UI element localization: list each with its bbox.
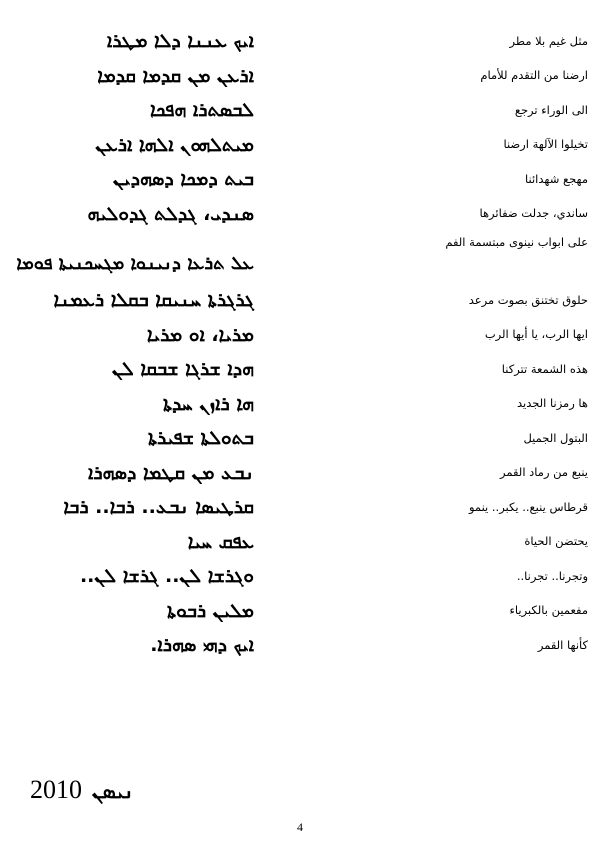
arabic-verse: تخيلوا الآلهة ارضنا [503, 137, 588, 152]
syriac-verse: ܒܝܬ ܕܡܟܐ ܕܣܗܕܝܢ [113, 168, 254, 191]
verse-row [0, 283, 600, 318]
arabic-verse: ايها الرب، يا أيها الرب [484, 327, 588, 342]
arabic-verse: قرطاس ينبع.. يكبر.. ينمو [468, 499, 588, 514]
arabic-verse: ساندي، جدلت ضفائرها [479, 206, 588, 221]
verse-row [0, 421, 600, 456]
syriac-verse: ܐܝܟ ܕܗܝ ܣܗܪܐ. [150, 634, 254, 657]
syriac-verse: ܡܠܝܢ ܪܒܘܬܐ [167, 599, 254, 622]
arabic-verse: يحتضن الحياة [524, 534, 588, 549]
verse-row [0, 162, 600, 197]
syriac-verse: ܡܪܝܐ، ܐܘ ܡܪܝܐ [146, 323, 254, 346]
arabic-verse: كأنها القمر [537, 637, 588, 652]
verse-row [0, 559, 600, 594]
syriac-verse: ܘܓܪܫܐ ܠܢ.. ܓܪܫܐ ܠܢ.. [79, 565, 254, 588]
arabic-verse: حلوق تختنق بصوت مرعد [468, 292, 588, 307]
arabic-verse: مهجع شهدائنا [524, 171, 588, 186]
arabic-verse: ها رمزنا الجديد [516, 396, 588, 411]
signature-block [30, 775, 133, 805]
verse-row [0, 24, 600, 59]
arabic-verse: ارضنا من التقدم للأمام [480, 68, 588, 83]
arabic-verse: البتول الجميل [523, 430, 588, 445]
syriac-verse: ܓܪܓܪܬܐ ܚܢܝܩܐ ܒܩܠܐ ܪܥܡܢܐ [53, 289, 254, 312]
verse-row [0, 197, 600, 232]
verse-row [0, 456, 600, 491]
arabic-verse: وتجرنا.. تجرنا.. [516, 568, 588, 583]
signature-syriac-word: ܢܝܣܢ [92, 779, 134, 803]
arabic-verse: مفعمين بالكبرياء [509, 603, 588, 618]
syriac-verse: ܣܢܕܝ، ܓܕܠܬ ܓܕܘܠܝܗ [87, 202, 254, 225]
syriac-verse: ܢܒܥ ܡܢ ܩܛܡܐ ܕܣܗܪܐ [87, 461, 254, 484]
arabic-verse: ينبع من رماد القمر [500, 465, 588, 480]
verse-row [0, 525, 600, 560]
arabic-verse: هذه الشمعة تتركنا [501, 361, 588, 376]
signature-year: 2010 [30, 775, 82, 804]
page-number: 4 [297, 820, 303, 834]
syriac-verse: ܥܠ ܬܪܥܐ ܕܢܝܢܘܐ ܡܓܚܟܢܝܬܐ ܦܘܡܐ [16, 253, 254, 274]
arabic-verse: مثل غيم بلا مطر [509, 33, 588, 48]
verse-row [0, 231, 600, 283]
verse-row [0, 628, 600, 663]
verse-row [0, 387, 600, 422]
arabic-verse: على ابواب نينوى مبتسمة الفم [445, 235, 588, 249]
verse-row [0, 128, 600, 163]
syriac-verse: ܗܕܐ ܫܪܓܐ ܫܒܩܐ ܠܢ [112, 358, 254, 381]
syriac-verse: ܥܦܩ ܚܝܐ [187, 530, 254, 553]
verse-row [0, 490, 600, 525]
syriac-verse: ܩܪܛܝܣܐ ܢܒܥ.. ܪܒܐ.. ܪܒܐ [63, 496, 254, 519]
verse-row [0, 93, 600, 128]
verse-row [0, 594, 600, 629]
syriac-verse: ܒܬܘܠܬܐ ܫܦܝܪܬܐ [147, 427, 254, 450]
verse-list [0, 24, 600, 663]
syriac-verse: ܗܐ ܪܐܙܢ ܚܕܬܐ [162, 392, 254, 415]
syriac-verse: ܐܪܥܢ ܡܢ ܩܕܡܐ ܩܕܡܐ [97, 64, 254, 87]
verse-row [0, 59, 600, 94]
arabic-verse: الى الوراء ترجع [514, 102, 588, 117]
verse-row [0, 318, 600, 353]
syriac-verse: ܐܝܟ ܥܢܢܐ ܕܠܐ ܡܛܪܐ [106, 30, 254, 53]
syriac-verse: ܠܒܣܬܪܐ ܗܦܟܐ [149, 99, 254, 122]
syriac-verse: ܡܝܬܠܗܘܢ ܐܠܗܐ ܐܪܥܢ [95, 133, 254, 156]
verse-row [0, 352, 600, 387]
